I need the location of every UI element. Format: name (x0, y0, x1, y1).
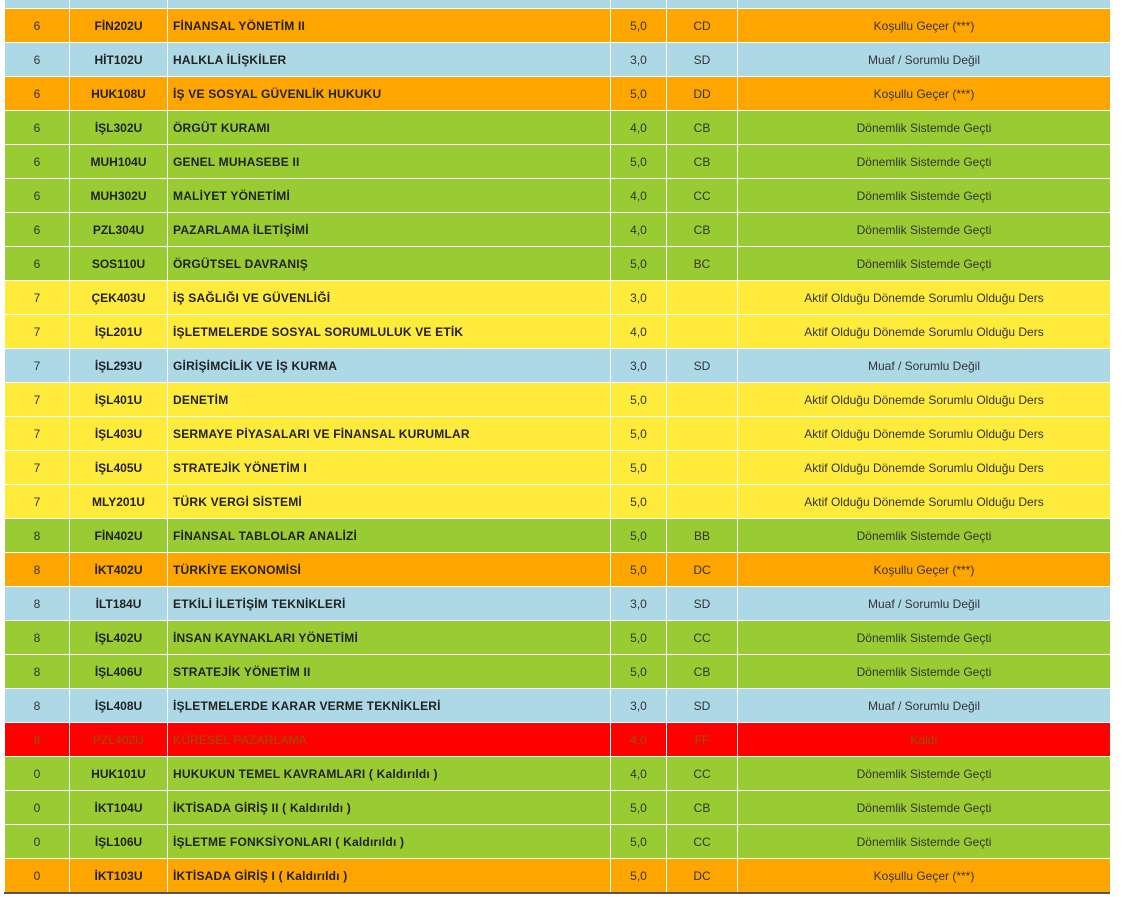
result-cell: Dönemlik Sistemde Geçti (738, 179, 1111, 213)
table-row (5, 485, 1111, 519)
table-row (5, 247, 1111, 281)
credit-cell: 5,0 (611, 553, 667, 587)
course-name-cell: ETKİLİ İLETİŞİM TEKNİKLERİ (168, 587, 611, 621)
grade-cell: CB (667, 791, 738, 825)
semester-cell (5, 0, 70, 9)
grade-cell: CB (667, 111, 738, 145)
table-row (5, 9, 1111, 43)
credit-cell: 5,0 (611, 621, 667, 655)
semester-cell: 8 (5, 519, 70, 553)
credit-cell: 4,0 (611, 757, 667, 791)
credit-cell: 3,0 (611, 43, 667, 77)
grade-cell (667, 315, 738, 349)
grade-cell: CB (667, 145, 738, 179)
semester-cell: 6 (5, 179, 70, 213)
course-code-cell: İŞL201U (70, 315, 168, 349)
credit-cell: 5,0 (611, 383, 667, 417)
result-cell: Koşullu Geçer (***) (738, 77, 1111, 111)
result-cell: Dönemlik Sistemde Geçti (738, 621, 1111, 655)
result-cell: Koşullu Geçer (***) (738, 859, 1111, 893)
table-row (5, 519, 1111, 553)
transcript-rows (5, 0, 1111, 893)
credit-cell: 5,0 (611, 791, 667, 825)
result-cell: Koşullu Geçer (***) (738, 9, 1111, 43)
table-row (5, 0, 1111, 9)
result-cell: Dönemlik Sistemde Geçti (738, 213, 1111, 247)
course-name-cell: HUKUKUN TEMEL KAVRAMLARI ( Kaldırıldı ) (168, 757, 611, 791)
table-row (5, 825, 1111, 859)
grade-cell: CB (667, 213, 738, 247)
course-code-cell: MUH104U (70, 145, 168, 179)
semester-cell: 0 (5, 757, 70, 791)
course-name-cell: STRATEJİK YÖNETİM II (168, 655, 611, 689)
semester-cell: 7 (5, 281, 70, 315)
semester-cell: 8 (5, 621, 70, 655)
table-row (5, 451, 1111, 485)
course-name-cell: KÜRESEL PAZARLAMA (168, 723, 611, 757)
credit-cell (611, 0, 667, 9)
result-cell: Kaldı (738, 723, 1111, 757)
table-row (5, 43, 1111, 77)
course-name-cell: ÖRGÜTSEL DAVRANIŞ (168, 247, 611, 281)
course-name-cell: TÜRKİYE EKONOMİSİ (168, 553, 611, 587)
grade-cell: CC (667, 621, 738, 655)
semester-cell: 7 (5, 485, 70, 519)
course-code-cell: ÇEK403U (70, 281, 168, 315)
grade-cell: CB (667, 655, 738, 689)
semester-cell: 8 (5, 689, 70, 723)
credit-cell: 5,0 (611, 519, 667, 553)
credit-cell: 5,0 (611, 77, 667, 111)
course-name-cell: STRATEJİK YÖNETİM I (168, 451, 611, 485)
course-code-cell: İŞL106U (70, 825, 168, 859)
table-row (5, 757, 1111, 791)
table-row (5, 77, 1111, 111)
course-code-cell: İŞL408U (70, 689, 168, 723)
course-name-cell: FİNANSAL TABLOLAR ANALİZİ (168, 519, 611, 553)
course-code-cell: FİN202U (70, 9, 168, 43)
table-row (5, 383, 1111, 417)
result-cell: Muaf / Sorumlu Değil (738, 587, 1111, 621)
course-code-cell: FİN402U (70, 519, 168, 553)
result-cell: Muaf / Sorumlu Değil (738, 349, 1111, 383)
semester-cell: 0 (5, 825, 70, 859)
semester-cell: 6 (5, 111, 70, 145)
transcript-table (4, 0, 1111, 893)
credit-cell: 3,0 (611, 281, 667, 315)
grade-cell (667, 485, 738, 519)
course-name-cell: GİRİŞİMCİLİK VE İŞ KURMA (168, 349, 611, 383)
result-cell: Aktif Olduğu Dönemde Sorumlu Olduğu Ders (738, 315, 1111, 349)
semester-cell: 7 (5, 417, 70, 451)
result-cell: Aktif Olduğu Dönemde Sorumlu Olduğu Ders (738, 281, 1111, 315)
credit-cell: 5,0 (611, 451, 667, 485)
course-name-cell: İŞLETMELERDE SOSYAL SORUMLULUK VE ETİK (168, 315, 611, 349)
table-row (5, 213, 1111, 247)
result-cell: Aktif Olduğu Dönemde Sorumlu Olduğu Ders (738, 485, 1111, 519)
semester-cell: 6 (5, 213, 70, 247)
credit-cell: 4,0 (611, 111, 667, 145)
result-cell: Aktif Olduğu Dönemde Sorumlu Olduğu Ders (738, 451, 1111, 485)
course-name-cell: GENEL MUHASEBE II (168, 145, 611, 179)
grade-cell (667, 451, 738, 485)
course-code-cell: MLY201U (70, 485, 168, 519)
result-cell: Dönemlik Sistemde Geçti (738, 655, 1111, 689)
grade-cell: DC (667, 859, 738, 893)
grade-cell (667, 383, 738, 417)
course-name-cell: İŞ VE SOSYAL GÜVENLİK HUKUKU (168, 77, 611, 111)
credit-cell: 5,0 (611, 247, 667, 281)
course-code-cell: İKT103U (70, 859, 168, 893)
course-code-cell: İKT104U (70, 791, 168, 825)
semester-cell: 0 (5, 859, 70, 893)
course-code-cell: İŞL406U (70, 655, 168, 689)
semester-cell: 7 (5, 451, 70, 485)
course-name-cell (168, 0, 611, 9)
course-name-cell: İNSAN KAYNAKLARI YÖNETİMİ (168, 621, 611, 655)
result-cell: Dönemlik Sistemde Geçti (738, 519, 1111, 553)
semester-cell: 8 (5, 723, 70, 757)
course-code-cell: İŞL401U (70, 383, 168, 417)
result-cell: Dönemlik Sistemde Geçti (738, 111, 1111, 145)
grade-cell: CD (667, 9, 738, 43)
grade-cell (667, 281, 738, 315)
grade-cell: CC (667, 825, 738, 859)
credit-cell: 3,0 (611, 349, 667, 383)
course-code-cell: MUH302U (70, 179, 168, 213)
semester-cell: 6 (5, 9, 70, 43)
course-name-cell: İŞ SAĞLIĞI VE GÜVENLİĞİ (168, 281, 611, 315)
semester-cell: 8 (5, 655, 70, 689)
course-name-cell: İKTİSADA GİRİŞ I ( Kaldırıldı ) (168, 859, 611, 893)
credit-cell: 4,0 (611, 315, 667, 349)
course-name-cell: DENETİM (168, 383, 611, 417)
course-name-cell: ÖRGÜT KURAMI (168, 111, 611, 145)
course-name-cell: FİNANSAL YÖNETİM II (168, 9, 611, 43)
table-row (5, 281, 1111, 315)
course-code-cell: PZL402U (70, 723, 168, 757)
semester-cell: 0 (5, 791, 70, 825)
result-cell: Dönemlik Sistemde Geçti (738, 757, 1111, 791)
course-code-cell: İŞL403U (70, 417, 168, 451)
grade-cell: DD (667, 77, 738, 111)
credit-cell: 5,0 (611, 655, 667, 689)
result-cell: Koşullu Geçer (***) (738, 553, 1111, 587)
course-code-cell: İŞL302U (70, 111, 168, 145)
table-row (5, 179, 1111, 213)
course-code-cell: SOS110U (70, 247, 168, 281)
grade-cell: CC (667, 757, 738, 791)
course-name-cell: İKTİSADA GİRİŞ II ( Kaldırıldı ) (168, 791, 611, 825)
table-row (5, 587, 1111, 621)
course-name-cell: İŞLETME FONKSİYONLARI ( Kaldırıldı ) (168, 825, 611, 859)
grade-cell: SD (667, 349, 738, 383)
transcript-table-container (4, 0, 1110, 893)
course-name-cell: SERMAYE PİYASALARI VE FİNANSAL KURUMLAR (168, 417, 611, 451)
semester-cell: 6 (5, 145, 70, 179)
semester-cell: 6 (5, 77, 70, 111)
result-cell: Aktif Olduğu Dönemde Sorumlu Olduğu Ders (738, 383, 1111, 417)
result-cell: Muaf / Sorumlu Değil (738, 689, 1111, 723)
grade-cell: SD (667, 587, 738, 621)
credit-cell: 5,0 (611, 859, 667, 893)
credit-cell: 4,0 (611, 179, 667, 213)
semester-cell: 6 (5, 247, 70, 281)
grade-cell (667, 0, 738, 9)
semester-cell: 8 (5, 587, 70, 621)
table-row (5, 859, 1111, 893)
credit-cell: 5,0 (611, 9, 667, 43)
course-code-cell: İŞL293U (70, 349, 168, 383)
credit-cell: 5,0 (611, 825, 667, 859)
result-cell (738, 0, 1111, 9)
course-code-cell: İŞL402U (70, 621, 168, 655)
table-row (5, 791, 1111, 825)
credit-cell: 5,0 (611, 485, 667, 519)
table-bottom-border (4, 892, 1110, 894)
semester-cell: 7 (5, 315, 70, 349)
course-code-cell (70, 0, 168, 9)
credit-cell: 3,0 (611, 689, 667, 723)
table-row (5, 655, 1111, 689)
table-row (5, 417, 1111, 451)
table-row (5, 349, 1111, 383)
result-cell: Dönemlik Sistemde Geçti (738, 145, 1111, 179)
result-cell: Muaf / Sorumlu Değil (738, 43, 1111, 77)
table-row (5, 145, 1111, 179)
grade-cell: FF (667, 723, 738, 757)
credit-cell: 5,0 (611, 145, 667, 179)
result-cell: Aktif Olduğu Dönemde Sorumlu Olduğu Ders (738, 417, 1111, 451)
course-code-cell: PZL304U (70, 213, 168, 247)
result-cell: Dönemlik Sistemde Geçti (738, 825, 1111, 859)
table-row (5, 315, 1111, 349)
course-code-cell: HİT102U (70, 43, 168, 77)
grade-cell: BB (667, 519, 738, 553)
course-code-cell: HUK108U (70, 77, 168, 111)
table-row (5, 689, 1111, 723)
course-code-cell: İŞL405U (70, 451, 168, 485)
table-row (5, 111, 1111, 145)
table-row (5, 621, 1111, 655)
grade-cell (667, 417, 738, 451)
semester-cell: 7 (5, 383, 70, 417)
table-row (5, 723, 1111, 757)
grade-cell: DC (667, 553, 738, 587)
course-code-cell: İKT402U (70, 553, 168, 587)
table-row (5, 553, 1111, 587)
grade-cell: SD (667, 689, 738, 723)
course-name-cell: İŞLETMELERDE KARAR VERME TEKNİKLERİ (168, 689, 611, 723)
credit-cell: 5,0 (611, 417, 667, 451)
credit-cell: 3,0 (611, 587, 667, 621)
course-name-cell: HALKLA İLİŞKİLER (168, 43, 611, 77)
result-cell: Dönemlik Sistemde Geçti (738, 247, 1111, 281)
course-name-cell: TÜRK VERGİ SİSTEMİ (168, 485, 611, 519)
course-code-cell: HUK101U (70, 757, 168, 791)
credit-cell: 4,0 (611, 213, 667, 247)
semester-cell: 8 (5, 553, 70, 587)
result-cell: Dönemlik Sistemde Geçti (738, 791, 1111, 825)
credit-cell: 4,0 (611, 723, 667, 757)
semester-cell: 6 (5, 43, 70, 77)
grade-cell: BC (667, 247, 738, 281)
grade-cell: SD (667, 43, 738, 77)
grade-cell: CC (667, 179, 738, 213)
course-code-cell: İLT184U (70, 587, 168, 621)
course-name-cell: MALİYET YÖNETİMİ (168, 179, 611, 213)
course-name-cell: PAZARLAMA İLETİŞİMİ (168, 213, 611, 247)
semester-cell: 7 (5, 349, 70, 383)
